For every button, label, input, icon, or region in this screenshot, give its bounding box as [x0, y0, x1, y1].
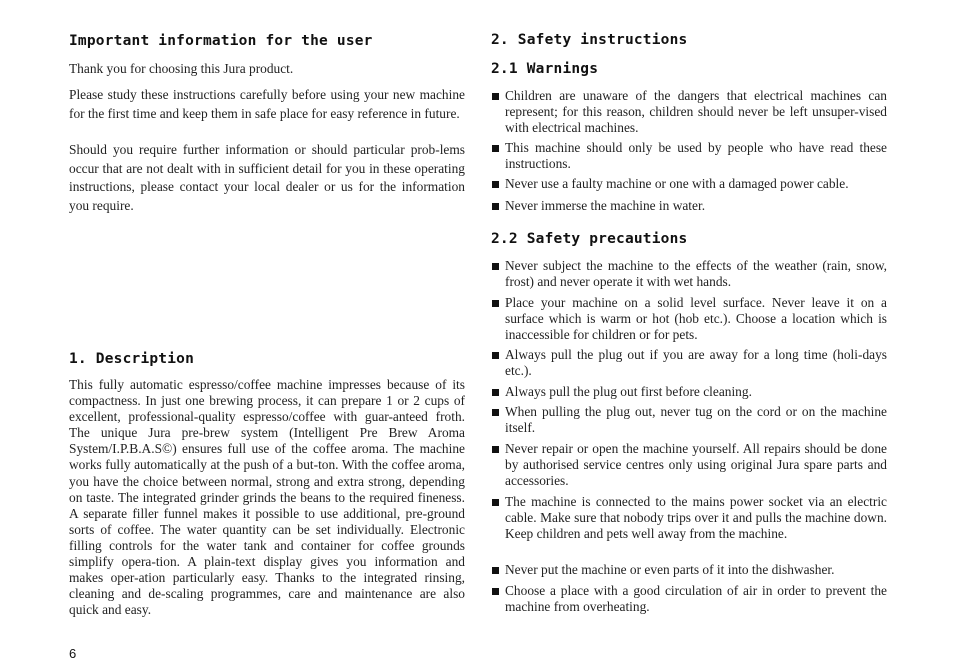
bullet-square-icon	[492, 567, 499, 574]
list-item: Never use a faulty machine or one with a damaged power cable.	[491, 176, 887, 192]
description-paragraph: This fully automatic espresso/coffee machine impresses because of its compactness. In just one brewing process, it can prepare 1 or 2 cups of excellent, professional-quality espresso/coffee with guar-anteed froth. The unique Jura pre-brew system (Intelligent Pre Brew Aroma System/I.P.B.A.S©) ensures full use of the coffee aroma. The machine works fully automatically at the push of a but-ton. With the coffee aroma, you have the choice between normal, strong and extra strong, depending on taste. The integrated grinder grinds the beans to the required fineness. A separate filler funnel makes it possible to use additional, pre-ground sorts of coffee. The water quantity can be set individually. Electronic filling controls for the water tank and container for coffee grounds simplify opera-tion. A plain-text display gives you information and makes oper-ation particularly easy. Thanks to the integrated rinsing, cleaning and de-scaling programmes, care and maintenance are also quick and easy.	[69, 377, 465, 618]
bullet-square-icon	[492, 300, 499, 307]
list-item: Choose a place with a good circulation of air in order to prevent the machine from overheating.	[491, 583, 887, 615]
bullet-square-icon	[492, 446, 499, 453]
intro-heading: Important information for the user	[69, 33, 373, 49]
list-item: When pulling the plug out, never tug on the cord or on the machine itself.	[491, 404, 887, 436]
intro-contact-paragraph: Should you require further information or should particular prob-lems occur that are not dealt with in sufficient detail for you in these operating instructions, please contact your local dealer or us for the information you require.	[69, 142, 465, 213]
bullet-square-icon	[492, 181, 499, 188]
list-item: The machine is connected to the mains power socket via an electric cable. Make sure that nobody trips over it and pulls the machine down. Keep children and pets well away from the machine.	[491, 494, 887, 542]
safety-instructions-heading: 2. Safety instructions	[491, 32, 688, 48]
list-item: Place your machine on a solid level surface. Never leave it on a surface which is warm or hot (hob etc.). Choose a location which is inaccessible for children or for pets.	[491, 295, 887, 343]
list-item: Never subject the machine to the effects of the weather (rain, snow, frost) and never operate it with wet hands.	[491, 258, 887, 290]
bullet-square-icon	[492, 93, 499, 100]
list-item: Never repair or open the machine yourself. All repairs should be done by authorised service centres only using original Jura spare parts and accessories.	[491, 441, 887, 489]
intro-study-paragraph: Please study these instructions carefully before using your new machine for the first time and keep them in safe place for easy reference in future.	[69, 87, 465, 121]
warnings-heading: 2.1 Warnings	[491, 61, 599, 77]
bullet-square-icon	[492, 588, 499, 595]
list-item: Children are unaware of the dangers that electrical machines can represent; for this reason, children should never be left unsuper-vised with electrical machines.	[491, 88, 887, 136]
bullet-square-icon	[492, 263, 499, 270]
bullet-square-icon	[492, 389, 499, 396]
bullet-square-icon	[492, 203, 499, 210]
safety-precautions-heading: 2.2 Safety precautions	[491, 231, 688, 247]
intro-thanks-paragraph: Thank you for choosing this Jura product.	[69, 61, 294, 76]
list-item: Always pull the plug out if you are away for a long time (holi-days etc.).	[491, 347, 887, 379]
list-item: Never immerse the machine in water.	[491, 198, 887, 214]
page-number: 6	[69, 646, 77, 661]
bullet-square-icon	[492, 352, 499, 359]
bullet-square-icon	[492, 409, 499, 416]
list-item: Never put the machine or even parts of it into the dishwasher.	[491, 562, 887, 578]
bullet-square-icon	[492, 499, 499, 506]
description-heading: 1. Description	[69, 351, 195, 367]
list-item: Always pull the plug out first before cleaning.	[491, 384, 887, 400]
bullet-square-icon	[492, 145, 499, 152]
list-item: This machine should only be used by people who have read these instructions.	[491, 140, 887, 172]
